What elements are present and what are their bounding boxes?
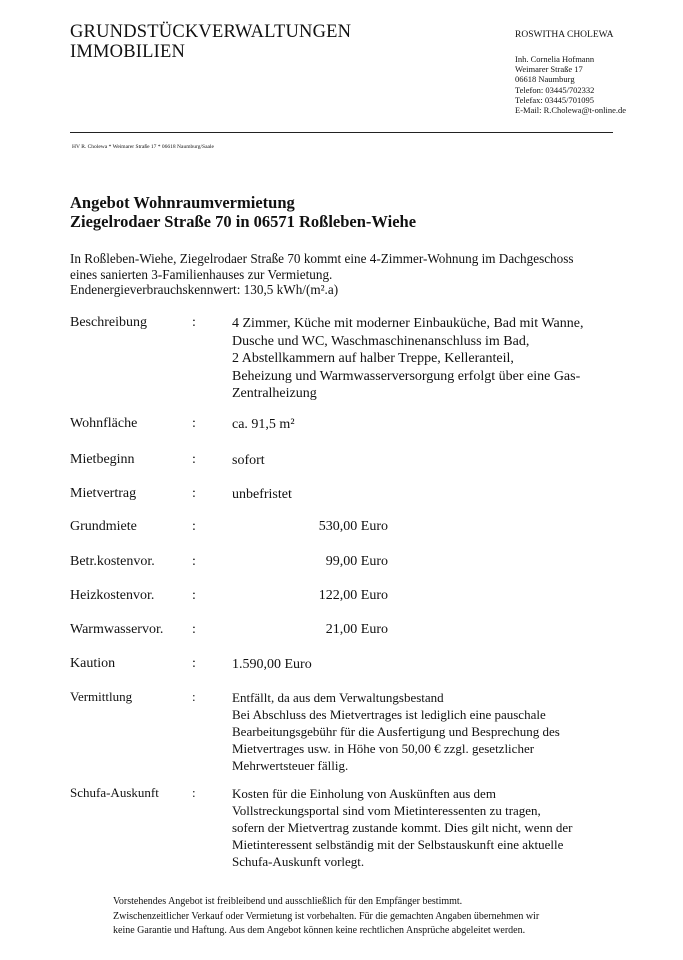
label-warmwasser: Warmwasservor. xyxy=(70,622,164,637)
label-vermittlung: Vermittlung xyxy=(70,689,133,704)
owner-name: ROSWITHA CHOLEWA xyxy=(515,30,614,40)
value-vermittlung xyxy=(232,689,560,774)
value-beschreibung xyxy=(232,315,583,403)
company-name xyxy=(70,22,351,62)
value-mietvertrag: unbefristet xyxy=(232,487,292,502)
contact-block xyxy=(515,54,626,115)
value-kaution: 1.590,00 Euro xyxy=(232,657,312,672)
description-line: Dusche und WC, Waschmaschinenanschluss im Bad, xyxy=(232,333,530,349)
label-heizkosten: Heizkostenvor. xyxy=(70,588,155,603)
vermittlung-line: Bei Abschluss des Mietvertrages ist lediglich eine pauschale xyxy=(232,707,546,722)
disclaimer-line: keine Garantie und Haftung. Aus dem Angebot können keine rechtlichen Ansprüche abgeleitet werden. xyxy=(113,925,526,936)
separator: : xyxy=(192,416,196,431)
separator: : xyxy=(192,656,196,671)
schufa-line: sofern der Mietvertrag zustande kommt. Dies gilt nicht, wenn der xyxy=(232,820,573,835)
value-mietbeginn: sofort xyxy=(232,453,265,468)
schufa-line: Mietinteressent selbständig mit der Selbstauskunft eine aktuelle xyxy=(232,837,564,852)
disclaimer-line: Zwischenzeitlicher Verkauf oder Vermietung ist vorbehalten. Für die gemachten Angaben übernehmen wir xyxy=(113,910,540,922)
sender-line: HV R. Cholewa * Weimarer Straße 17 * 06618 Naumburg/Saale xyxy=(72,144,214,150)
label-grundmiete: Grundmiete xyxy=(70,519,137,534)
label-beschreibung: Beschreibung xyxy=(70,315,147,330)
contact-line: Telefax: 03445/701095 xyxy=(515,94,594,105)
separator: : xyxy=(192,315,196,330)
schufa-line: Kosten für die Einholung von Auskünften aus dem xyxy=(232,786,496,801)
schufa-line: Schufa-Auskunft vorlegt. xyxy=(232,854,365,869)
separator: : xyxy=(192,689,196,704)
separator: : xyxy=(192,452,196,467)
separator: : xyxy=(192,622,196,637)
description-line: 2 Abstellkammern auf halber Treppe, Kelleranteil, xyxy=(232,351,514,366)
vermittlung-line: Entfällt, da aus dem Verwaltungsbestand xyxy=(232,690,444,705)
separator: : xyxy=(192,554,196,569)
label-mietvertrag: Mietvertrag xyxy=(70,486,137,501)
vermittlung-line: Bearbeitungsgebühr für die Ausfertigung und Besprechung des xyxy=(232,724,560,739)
contact-line: Weimarer Straße 17 xyxy=(515,64,583,75)
separator: : xyxy=(192,588,196,603)
contact-line: 06618 Naumburg xyxy=(515,74,575,85)
company-name-line1: GRUNDSTÜCKVERWALTUNGEN xyxy=(70,22,352,42)
value-wohnflaeche: ca. 91,5 m² xyxy=(232,417,295,432)
intro-line: eines sanierten 3-Familienhauses zur Vermietung. xyxy=(70,266,333,282)
value-betriebskosten: 99,00 Euro xyxy=(325,554,388,569)
contact-email: E-Mail: R.Cholewa@t-online.de xyxy=(515,105,626,116)
offer-intro xyxy=(70,251,574,298)
label-wohnflaeche: Wohnfläche xyxy=(70,416,138,431)
value-schufa xyxy=(232,785,572,870)
separator: : xyxy=(192,519,196,534)
label-kaution: Kaution xyxy=(70,656,116,671)
disclaimer-footer xyxy=(113,895,539,939)
value-heizkosten: 122,00 Euro xyxy=(318,588,388,603)
vermittlung-line: Mietvertrages usw. in Höhe von 50,00 € zzgl. gesetzlicher xyxy=(232,741,535,756)
contact-line: Telefon: 03445/702332 xyxy=(515,84,595,95)
separator: : xyxy=(192,486,196,501)
label-betriebskosten: Betr.kostenvor. xyxy=(70,554,155,569)
description-line: 4 Zimmer, Küche mit moderner Einbauküche, Bad mit Wanne, xyxy=(232,316,584,331)
description-line: Beheizung und Warmwasserversorgung erfolgt über eine Gas- xyxy=(232,368,581,384)
offer-title xyxy=(70,193,416,231)
label-mietbeginn: Mietbeginn xyxy=(70,452,135,467)
offer-title-line2: Ziegelrodaer Straße 70 in 06571 Roßleben-Wiehe xyxy=(70,212,417,231)
intro-line: In Roßleben-Wiehe, Ziegelrodaer Straße 70 kommt eine 4-Zimmer-Wohnung im Dachgeschoss xyxy=(70,251,574,266)
value-warmwasser: 21,00 Euro xyxy=(325,622,388,637)
disclaimer-line: Vorstehendes Angebot ist freibleibend und ausschließlich für den Empfänger bestimmt. xyxy=(113,896,463,907)
description-line: Zentralheizung xyxy=(232,386,317,401)
separator: : xyxy=(192,785,196,800)
company-name-line2: IMMOBILIEN xyxy=(70,42,186,62)
vermittlung-line: Mehrwertsteuer fällig. xyxy=(232,758,349,773)
label-schufa: Schufa-Auskunft xyxy=(70,785,159,800)
intro-line: Endenergieverbrauchskennwert: 130,5 kWh/(m².a) xyxy=(70,282,339,297)
value-grundmiete: 530,00 Euro xyxy=(318,519,388,534)
contact-line: Inh. Cornelia Hofmann xyxy=(515,54,595,64)
header-divider xyxy=(70,132,613,133)
schufa-line: Vollstreckungsportal sind vom Mietinteressenten zu tragen, xyxy=(232,803,541,818)
offer-title-line1: Angebot Wohnraumvermietung xyxy=(70,193,295,212)
